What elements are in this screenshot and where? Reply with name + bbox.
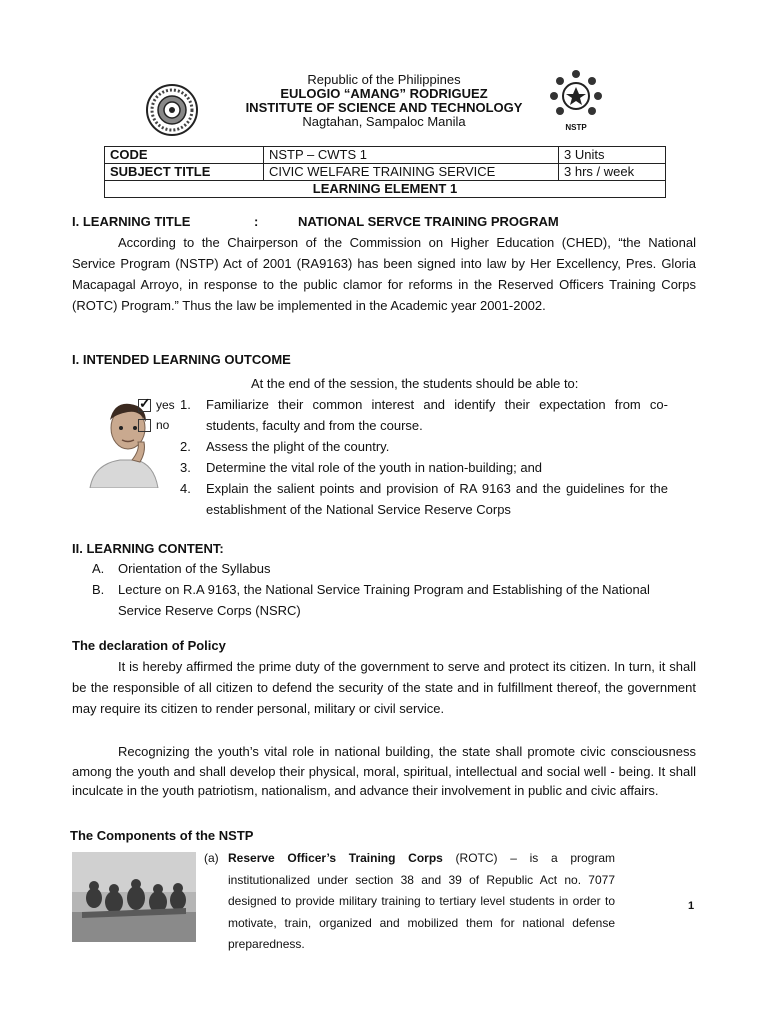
learning-title-colon: : [254, 214, 259, 229]
components-heading: The Components of the NSTP [70, 828, 254, 843]
outcome-heading: I. INTENDED LEARNING OUTCOME [72, 352, 291, 367]
hours-value: 3 hrs / week [559, 164, 666, 181]
list-item [180, 457, 668, 478]
list-text: Explain the salient points and provision of RA 9163 and the guidelines for the establishment of the National Service Reserve Corps [206, 481, 668, 517]
table-row [105, 181, 666, 198]
list-text: Lecture on R.A 9163, the National Service Training Program and Establishing of the National Service Reserve Corps (NSRC) [118, 582, 650, 618]
list-number: 1. [180, 397, 191, 412]
checkbox-no-label: no [156, 418, 170, 432]
code-value: NSTP – CWTS 1 [264, 147, 559, 164]
component-a-paragraph [228, 848, 615, 956]
learning-title-paragraph: According to the Chairperson of the Commission on Higher Education (CHED), “the National Service Program (NSTP) Act of 2001 (RA9163) has been signed into law by Her Excellency, Pres. Gloria Macapagal Arroyo, in response to the public clamor for reforms in the Reserved Officers Training Corps (ROTC) Program.” Thus the law be implemented in the Academic year 2001-2002. [72, 235, 696, 313]
component-a-title: Reserve Officer’s Training Corps [228, 851, 443, 865]
learning-title-label: I. LEARNING TITLE [72, 214, 191, 229]
table-row [105, 147, 666, 164]
learning-title-value: NATIONAL SERVCE TRAINING PROGRAM [298, 214, 559, 229]
course-info-table [104, 146, 666, 198]
list-number: 2. [180, 439, 191, 454]
nstp-logo [548, 68, 604, 132]
header-address: Nagtahan, Sampaloc Manila [302, 114, 466, 129]
list-letter: A. [92, 561, 105, 576]
list-item [180, 394, 668, 436]
rotc-cadets-photo [72, 852, 196, 942]
list-text: Determine the vital role of the youth in nation-building; and [206, 460, 543, 475]
list-item [92, 579, 688, 621]
content-list [92, 558, 688, 621]
list-item [180, 478, 668, 520]
outcome-list-container [180, 394, 668, 532]
content-heading: II. LEARNING CONTENT: [72, 541, 224, 556]
subject-value: CIVIC WELFARE TRAINING SERVICE [264, 164, 559, 181]
list-text: Familiarize their common interest and identify their expectation from co-students, faculty and from the course. [206, 397, 668, 433]
component-a-marker: (a) [204, 851, 219, 865]
list-item [92, 558, 688, 579]
list-text: Assess the plight of the country. [206, 439, 390, 454]
checkbox-yes-label: yes [156, 398, 175, 412]
list-number: 3. [180, 460, 191, 475]
checkbox-yes-checked-icon: ✓ [139, 395, 151, 411]
outcome-intro: At the end of the session, the students should be able to: [251, 376, 579, 391]
list-letter: B. [92, 582, 105, 597]
outcome-list [180, 394, 668, 520]
page-number: 1 [688, 900, 695, 912]
units-value: 3 Units [559, 147, 666, 164]
learning-element: LEARNING ELEMENT 1 [105, 181, 666, 198]
checkbox-no-icon [138, 419, 151, 432]
subject-label: SUBJECT TITLE [105, 164, 264, 181]
header-school-line1: EULOGIO “AMANG” RODRIGUEZ [280, 86, 488, 101]
content-list-container [92, 558, 688, 621]
table-row [105, 164, 666, 181]
header-school-line2: INSTITUTE OF SCIENCE AND TECHNOLOGY [245, 100, 523, 115]
policy-heading: The declaration of Policy [72, 638, 226, 653]
header-republic: Republic of the Philippines [307, 72, 461, 87]
code-label: CODE [105, 147, 264, 164]
policy-paragraph-2: Recognizing the youth’s vital role in national building, the state shall promote civic consciousness among the youth and shall develop their physical, moral, spiritual, intellectual and social well - being. It shall inculcate in the youth patriotism, nationalism, and advance their involvement in public and civic affairs. [72, 744, 696, 798]
component-a-text: (ROTC) – is a program institutionalized under section 38 and 39 of Republic Act no. 7077 designed to provide military training to tertiary level students in order to motivate, train, organized and mobilized them for national defense preparedness. [228, 851, 615, 951]
nstp-logo-text: NSTP [565, 123, 587, 132]
list-number: 4. [180, 481, 191, 496]
list-text: Orientation of the Syllabus [118, 561, 271, 576]
list-item [180, 436, 668, 457]
policy-paragraph-1: It is hereby affirmed the prime duty of the government to serve and protect its citizen. In turn, it shall be the responsible of all citizen to defend the security of the state and in fulfillment thereof, the government may require its citizen to render personal, military or civil service. [72, 659, 696, 716]
